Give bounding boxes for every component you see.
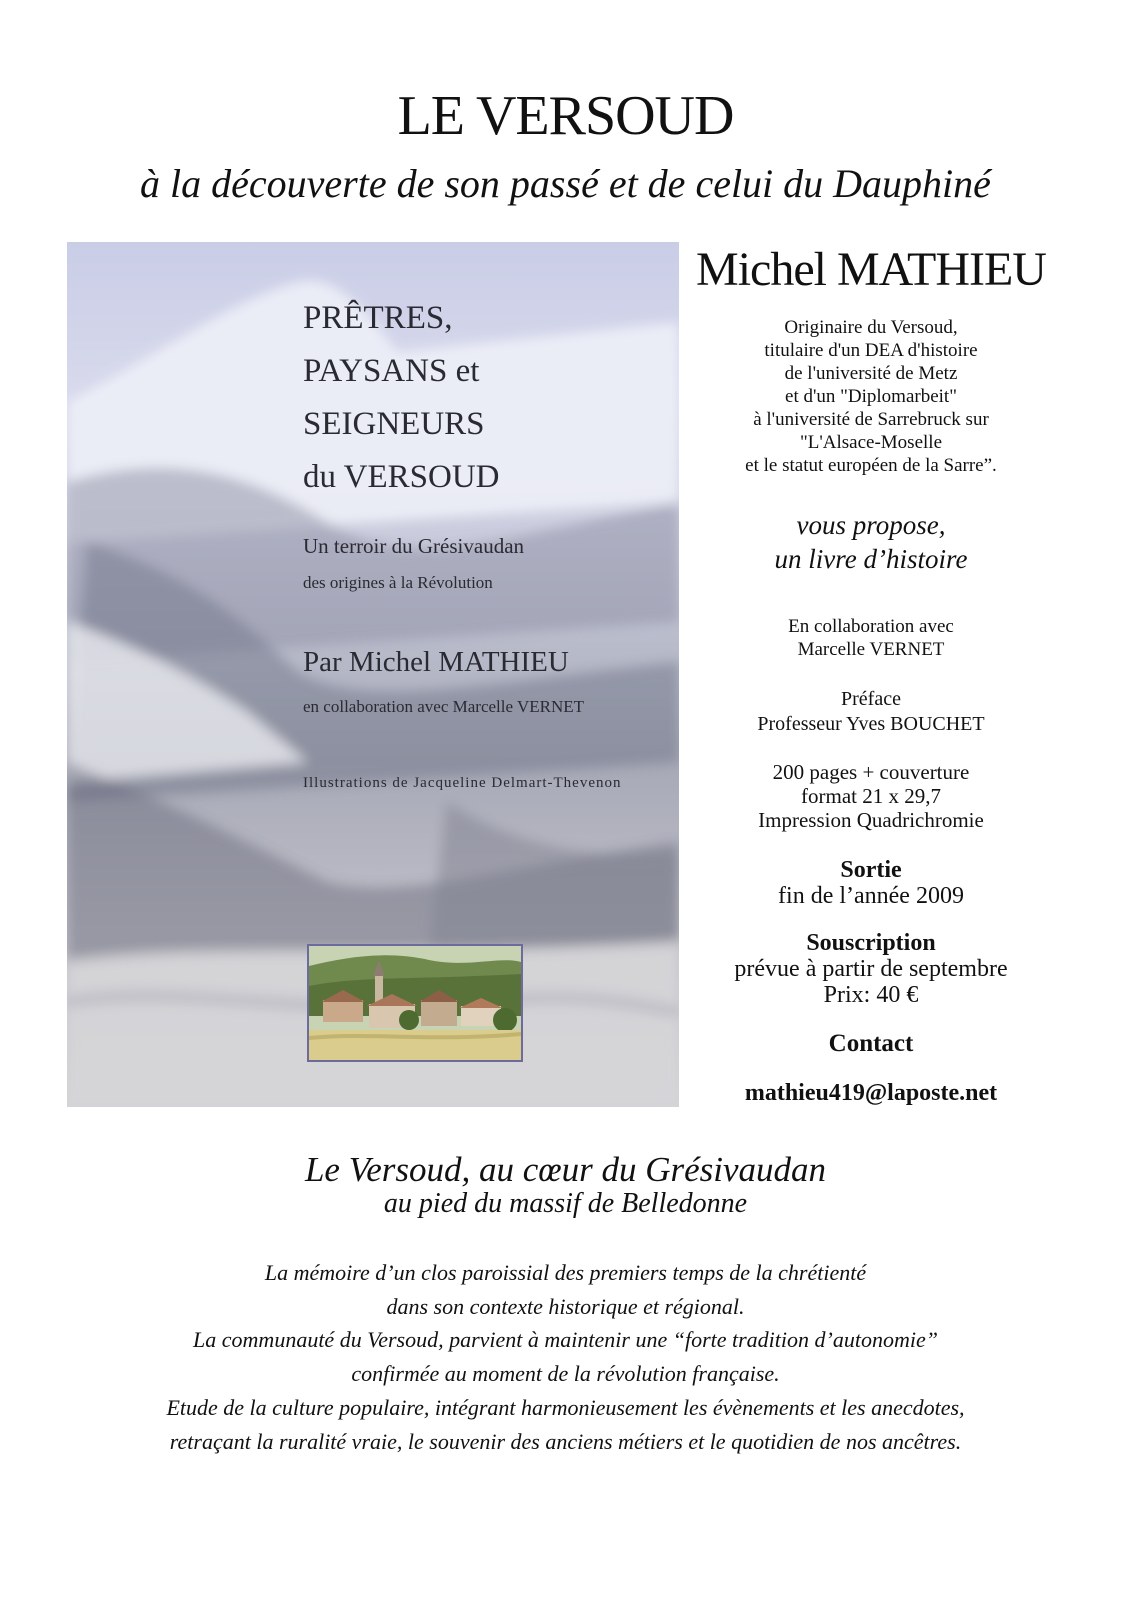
page-subtitle: à la découverte de son passé et de celui du Dauphiné	[140, 161, 991, 206]
subscription-line: prévue à partir de septembre	[734, 956, 1008, 982]
cover-title-line: SEIGNEURS	[303, 406, 485, 442]
collaboration-info	[690, 615, 1052, 661]
bio-line: "L'Alsace-Moselle	[799, 432, 943, 453]
description-line: La mémoire d’un clos paroissial des premiers temps de la chrétienté	[264, 1260, 867, 1285]
proposal-line: vous propose,	[796, 510, 946, 540]
bio-line: et le statut européen de la Sarre”.	[745, 455, 997, 476]
book-description	[0, 1256, 1131, 1458]
collaboration-line: En collaboration avec	[788, 616, 954, 637]
book-specs	[690, 760, 1052, 832]
cover-terroir: Un terroir du Grésivaudan	[303, 534, 525, 558]
tagline: Le Versoud, au cœur du Grésivaudan	[304, 1150, 827, 1189]
preface-line: Professeur Yves BOUCHET	[757, 713, 985, 735]
subscription-price: Prix: 40 €	[823, 982, 919, 1008]
bio-line: et d'un "Diplomarbeit"	[785, 386, 957, 407]
bio-line: de l'université de Metz	[784, 363, 958, 384]
tagline-subtitle: au pied du massif de Belledonne	[383, 1188, 748, 1219]
cover-title-line: PAYSANS et	[303, 353, 480, 389]
village-photo	[307, 944, 523, 1062]
description-line: confirmée au moment de la révolution française.	[351, 1361, 780, 1387]
bio-line: titulaire d'un DEA d'histoire	[764, 340, 978, 361]
cover-title-line: du VERSOUD	[303, 459, 500, 495]
subscription-label: Souscription	[806, 930, 936, 956]
book-cover	[67, 242, 679, 1107]
bio-line: Originaire du Versoud,	[784, 317, 958, 338]
spec-line: Impression Quadrichromie	[758, 808, 984, 832]
contact-label: Contact	[828, 1030, 914, 1057]
proposal-line: un livre d’histoire	[774, 544, 968, 574]
cover-illustrations-credit: Illustrations de Jacqueline Delmart-Thevenon	[303, 775, 622, 791]
spec-line: format 21 x 29,7	[801, 784, 941, 808]
proposal-text	[690, 508, 1052, 576]
cover-title-line: PRÊTRES,	[303, 300, 453, 336]
preface-info	[690, 687, 1052, 737]
collaboration-line: Marcelle VERNET	[797, 639, 945, 660]
cover-collaboration: en collaboration avec Marcelle VERNET	[303, 697, 585, 716]
description-line: La communauté du Versoud, parvient à maintenir une “forte tradition d’autonomie”	[193, 1327, 938, 1353]
cover-author: Par Michel MATHIEU	[303, 646, 569, 678]
village-icon	[309, 946, 521, 1060]
preface-line: Préface	[841, 688, 901, 710]
page-title: LE VERSOUD	[397, 85, 734, 147]
cover-origins: des origines à la Révolution	[303, 573, 493, 592]
author-bio	[690, 316, 1052, 477]
contact-email[interactable]: mathieu419@laposte.net	[744, 1080, 998, 1106]
release-info	[690, 857, 1052, 909]
subscription-info	[690, 930, 1052, 1008]
description-line: retraçant la ruralité vraie, le souvenir des anciens métiers et le quotidien de nos ancêtres.	[169, 1428, 962, 1454]
bio-line: à l'université de Sarrebruck sur	[753, 409, 989, 430]
spec-line: 200 pages + couverture	[772, 760, 970, 784]
release-label: Sortie	[840, 857, 902, 883]
description-line: dans son contexte historique et régional.	[386, 1293, 745, 1319]
description-line: Etude de la culture populaire, intégrant harmonieusement les évènements et les anecdotes,	[166, 1394, 965, 1420]
release-value: fin de l’année 2009	[778, 883, 964, 909]
author-name: Michel MATHIEU	[696, 243, 1046, 296]
